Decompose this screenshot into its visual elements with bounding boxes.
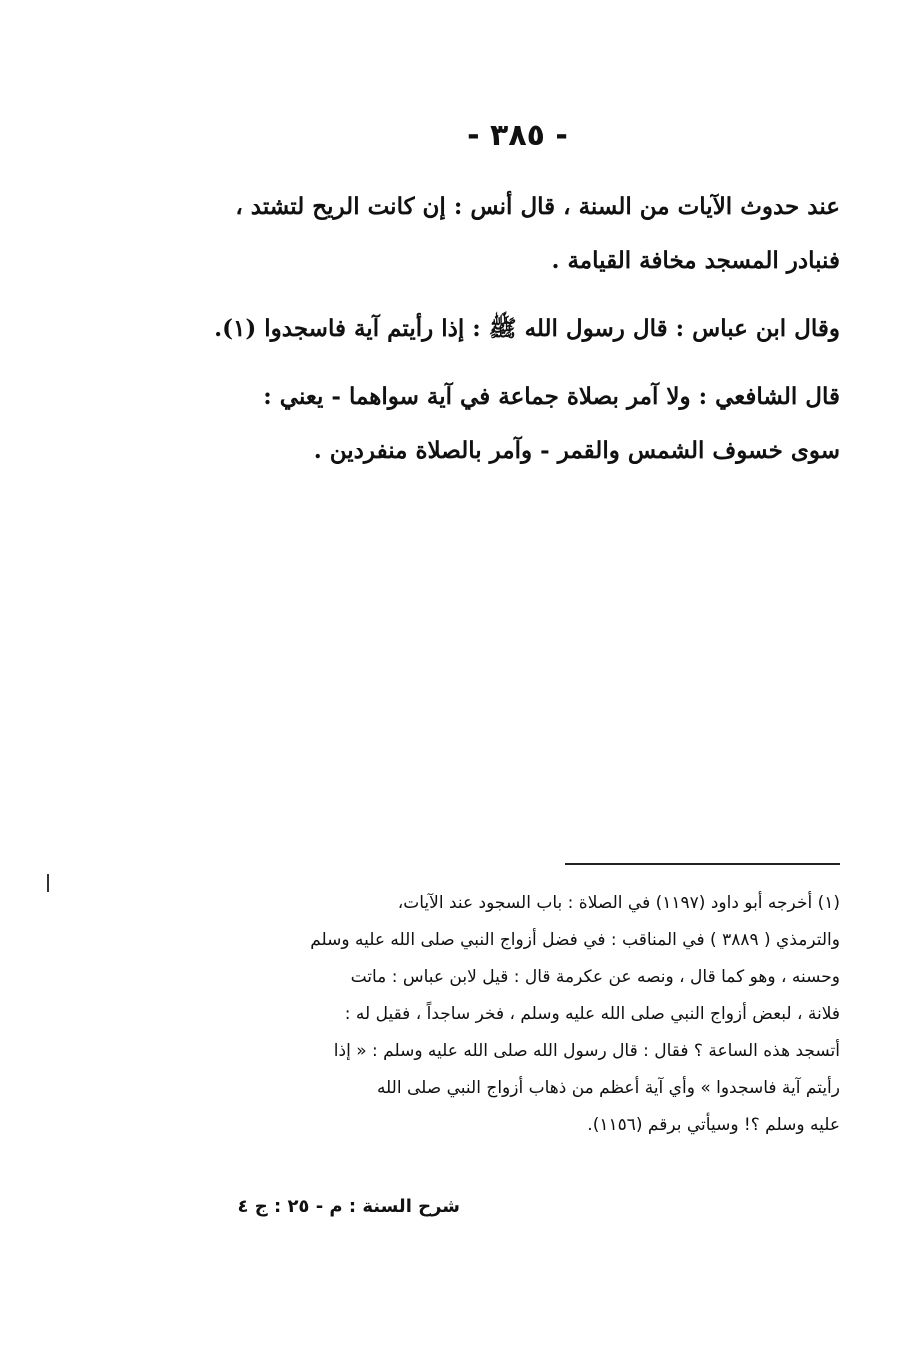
- paragraph-anas: [190, 180, 840, 288]
- footnote-line: فلانة ، لبعض أزواج النبي صلى الله عليه وسلم ، فخر ساجداً ، فقيل له :: [344, 1004, 840, 1024]
- text-line: وقال ابن عباس : قال رسول الله ﷺ : إذا رأيتم آية فاسجدوا (١).: [214, 315, 840, 342]
- footnote-divider: [565, 863, 840, 865]
- footnote-line: أتسجد هذه الساعة ؟ فقال : قال رسول الله صلى الله عليه وسلم : « إذا: [333, 1041, 840, 1061]
- printer-signature: شرح السنة : م - ٢٥ : ج ٤: [237, 1196, 460, 1217]
- footnote-line: وحسنه ، وهو كما قال ، ونصه عن عكرمة قال : قيل لابن عباس : ماتت: [350, 967, 840, 987]
- text-line: فنبادر المسجد مخافة القيامة .: [551, 247, 840, 274]
- page-number: - ٣٨٥ -: [467, 118, 568, 153]
- margin-mark: [47, 874, 49, 892]
- text-line: سوى خسوف الشمس والقمر - وآمر بالصلاة منفردين .: [313, 437, 840, 464]
- text-line: عند حدوث الآيات من السنة ، قال أنس : إن كانت الريح لتشتد ،: [235, 193, 840, 220]
- footnote-line: (١) أخرجه أبو داود (١١٩٧) في الصلاة : باب السجود عند الآيات،: [397, 893, 840, 913]
- main-text: [190, 180, 840, 492]
- footnote-line: رأيتم آية فاسجدوا » وأي آية أعظم من ذهاب أزواج النبي صلى الله: [376, 1078, 840, 1098]
- footnotes: [190, 885, 840, 1144]
- paragraph-ibn-abbas: [190, 302, 840, 356]
- footnote-line: والترمذي ( ٣٨٨٩ ) في المناقب : في فضل أزواج النبي صلى الله عليه وسلم: [310, 930, 840, 950]
- text-line: قال الشافعي : ولا آمر بصلاة جماعة في آية سواهما - يعني :: [263, 383, 840, 410]
- paragraph-shafii: [190, 370, 840, 478]
- footnote-line: عليه وسلم ؟! وسيأتي برقم (١١٥٦).: [587, 1115, 840, 1135]
